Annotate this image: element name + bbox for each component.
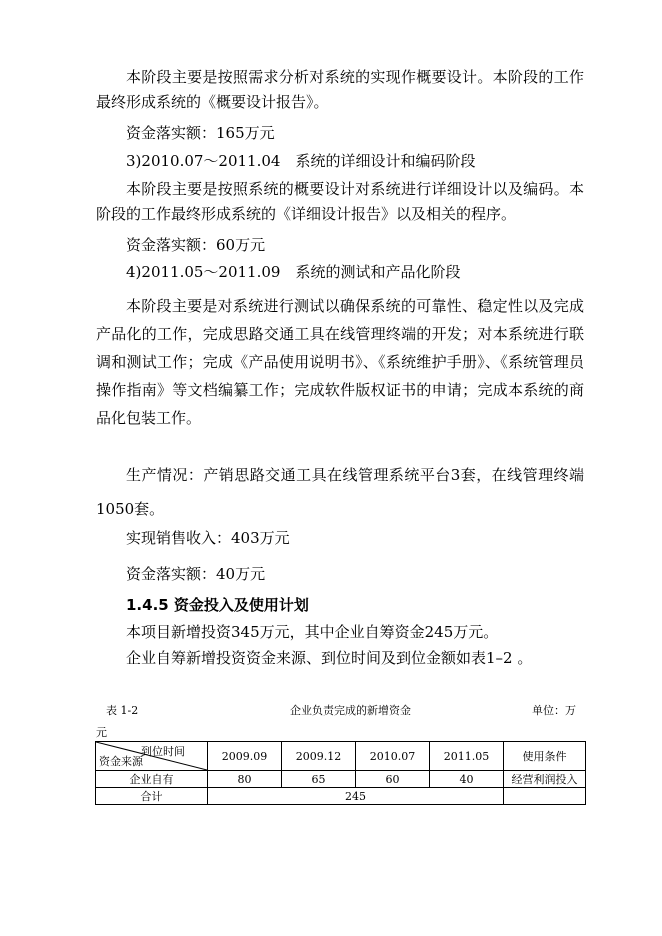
- date-header: 2009.12: [282, 742, 356, 771]
- date-header: 2011.05: [430, 742, 504, 771]
- section-heading: 1.4.5 资金投入及使用计划: [126, 596, 309, 614]
- condition-cell: 经营利润投入: [504, 771, 586, 788]
- paragraph-table-ref: 企业自筹新增投资资金来源、到位时间及到位金额如表1–2 。: [126, 649, 533, 667]
- value-cell: 60: [356, 771, 430, 788]
- paragraph-investment: 本项目新增投资345万元，其中企业自筹资金245万元。: [126, 623, 499, 641]
- corner-header-cell: [96, 742, 208, 771]
- paragraph-testing: 本阶段主要是对系统进行测试以确保系统的可靠性、稳定性以及完成产品化的工作，完成思路交通工具在线管理终端的开发；对本系统进行联调和测试工作；完成《产品使用说明书》、《系统维护手册》、《系统管理员操作指南》等文档编纂工作；完成软件版权证书的申请；完成本系统的商品化包装工作。: [96, 297, 584, 427]
- table-total-row: [96, 788, 586, 805]
- paragraph-production: 生产情况：产销思路交通工具在线管理系统平台3套，在线管理终端1050套。: [96, 466, 584, 518]
- empty-cell: [504, 788, 586, 805]
- paragraph-funding-3: 资金落实额：40万元: [126, 565, 266, 583]
- date-header: 2010.07: [356, 742, 430, 771]
- paragraph-sales: 实现销售收入：403万元: [126, 529, 290, 547]
- value-cell: 80: [208, 771, 282, 788]
- table-row: [96, 771, 586, 788]
- table-header-row: [96, 742, 586, 771]
- total-value-cell: 245: [208, 788, 504, 805]
- paragraph-phase-4: 4)2011.05～2011.09 系统的测试和产品化阶段: [126, 263, 461, 281]
- paragraph-detail-design: 本阶段主要是按照系统的概要设计对系统进行详细设计以及编码。本阶段的工作最终形成系统的《详细设计报告》以及相关的程序。: [96, 180, 584, 223]
- table-unit-continued: 元: [96, 726, 107, 739]
- total-label-cell: 合计: [96, 788, 208, 805]
- value-cell: 65: [282, 771, 356, 788]
- paragraph-summary-design: 本阶段主要是按照需求分析对系统的实现作概要设计。本阶段的工作最终形成系统的《概要设计报告》。: [96, 68, 584, 111]
- corner-bottom-label: 资金来源: [99, 755, 143, 768]
- funding-table: [95, 741, 586, 805]
- table-title: 企业负责完成的新增资金: [290, 704, 411, 717]
- value-cell: 40: [430, 771, 504, 788]
- paragraph-funding-2: 资金落实额：60万元: [126, 236, 266, 254]
- table-unit: 单位：万: [532, 704, 576, 717]
- condition-header: 使用条件: [504, 742, 586, 771]
- paragraph-funding-1: 资金落实额：165万元: [126, 124, 275, 142]
- table-label: 表 1-2: [106, 704, 139, 717]
- corner-top-label: 到位时间: [141, 745, 185, 758]
- date-header: 2009.09: [208, 742, 282, 771]
- paragraph-phase-3: 3)2010.07～2011.04 系统的详细设计和编码阶段: [126, 152, 476, 170]
- source-cell: 企业自有: [96, 771, 208, 788]
